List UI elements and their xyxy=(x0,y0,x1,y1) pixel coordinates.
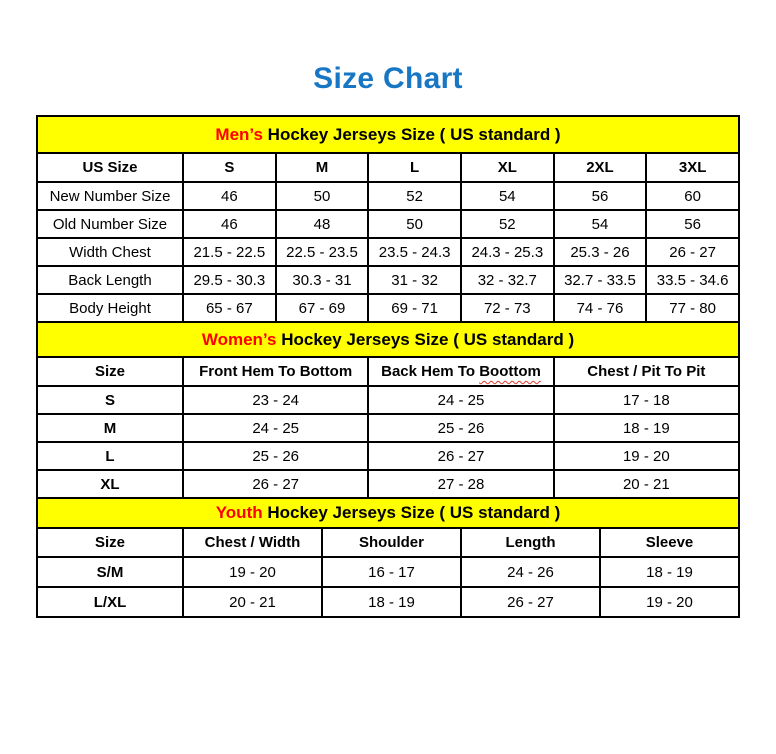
value-cell: 17 - 18 xyxy=(554,386,739,414)
womens-title-highlight: Women’s xyxy=(201,329,277,349)
value-cell: 26 - 27 xyxy=(183,470,368,498)
column-header-us-size: US Size xyxy=(37,153,183,182)
size-chart-container xyxy=(36,115,740,618)
column-header-xl: XL xyxy=(461,153,554,182)
value-cell: 16 - 17 xyxy=(322,557,461,587)
row-label: L xyxy=(37,442,183,470)
value-cell: 52 xyxy=(461,210,554,238)
back-hem-misspelled-word: Boottom xyxy=(479,363,541,380)
value-cell: 25.3 - 26 xyxy=(554,238,647,266)
womens-size-table xyxy=(36,321,740,499)
table-row xyxy=(37,238,739,266)
value-cell: 46 xyxy=(183,210,276,238)
column-header-chest-width: Chest / Width xyxy=(183,528,322,557)
column-header-sleeve: Sleeve xyxy=(600,528,739,557)
value-cell: 19 - 20 xyxy=(183,557,322,587)
value-cell: 54 xyxy=(554,210,647,238)
mens-section-title xyxy=(37,116,739,153)
row-label: S xyxy=(37,386,183,414)
back-hem-prefix: Back Hem To xyxy=(381,363,480,380)
value-cell: 19 - 20 xyxy=(600,587,739,617)
row-label: L/XL xyxy=(37,587,183,617)
value-cell: 20 - 21 xyxy=(183,587,322,617)
value-cell: 46 xyxy=(183,182,276,210)
value-cell: 24 - 25 xyxy=(368,386,553,414)
value-cell: 19 - 20 xyxy=(554,442,739,470)
value-cell: 50 xyxy=(368,210,461,238)
youth-size-table xyxy=(36,497,740,618)
row-label: Body Height xyxy=(37,294,183,322)
value-cell: 33.5 - 34.6 xyxy=(646,266,739,294)
womens-title-rest: Hockey Jerseys Size ( US standard ) xyxy=(276,329,575,349)
value-cell: 67 - 69 xyxy=(276,294,369,322)
table-row xyxy=(37,557,739,587)
value-cell: 56 xyxy=(554,182,647,210)
column-header-chest-pit: Chest / Pit To Pit xyxy=(554,357,739,386)
value-cell: 50 xyxy=(276,182,369,210)
row-label: Old Number Size xyxy=(37,210,183,238)
mens-section-band xyxy=(37,116,739,153)
value-cell: 20 - 21 xyxy=(554,470,739,498)
womens-header-row xyxy=(37,357,739,386)
row-label: Width Chest xyxy=(37,238,183,266)
mens-title-rest: Hockey Jerseys Size ( US standard ) xyxy=(262,124,561,144)
value-cell: 48 xyxy=(276,210,369,238)
page-title: Size Chart xyxy=(313,62,463,95)
youth-title-rest: Hockey Jerseys Size ( US standard ) xyxy=(262,503,561,522)
value-cell: 26 - 27 xyxy=(646,238,739,266)
row-label: New Number Size xyxy=(37,182,183,210)
value-cell: 25 - 26 xyxy=(183,442,368,470)
column-header-m: M xyxy=(276,153,369,182)
value-cell: 74 - 76 xyxy=(554,294,647,322)
value-cell: 29.5 - 30.3 xyxy=(183,266,276,294)
value-cell: 60 xyxy=(646,182,739,210)
value-cell: 69 - 71 xyxy=(368,294,461,322)
value-cell: 54 xyxy=(461,182,554,210)
youth-section-band xyxy=(37,498,739,528)
table-row xyxy=(37,414,739,442)
value-cell: 24 - 26 xyxy=(461,557,600,587)
column-header-length: Length xyxy=(461,528,600,557)
column-header-shoulder: Shoulder xyxy=(322,528,461,557)
row-label: Back Length xyxy=(37,266,183,294)
value-cell: 18 - 19 xyxy=(322,587,461,617)
value-cell: 77 - 80 xyxy=(646,294,739,322)
value-cell: 18 - 19 xyxy=(554,414,739,442)
value-cell: 21.5 - 22.5 xyxy=(183,238,276,266)
value-cell: 30.3 - 31 xyxy=(276,266,369,294)
column-header-front-hem: Front Hem To Bottom xyxy=(183,357,368,386)
value-cell: 65 - 67 xyxy=(183,294,276,322)
table-row xyxy=(37,294,739,322)
youth-title-highlight: Youth xyxy=(215,503,263,522)
mens-title-highlight: Men’s xyxy=(215,124,263,144)
row-label: S/M xyxy=(37,557,183,587)
value-cell: 24.3 - 25.3 xyxy=(461,238,554,266)
column-header-size: Size xyxy=(37,528,183,557)
table-row xyxy=(37,266,739,294)
value-cell: 32 - 32.7 xyxy=(461,266,554,294)
value-cell: 26 - 27 xyxy=(368,442,553,470)
value-cell: 52 xyxy=(368,182,461,210)
value-cell: 56 xyxy=(646,210,739,238)
womens-section-band xyxy=(37,322,739,357)
value-cell: 24 - 25 xyxy=(183,414,368,442)
value-cell: 18 - 19 xyxy=(600,557,739,587)
column-header-l: L xyxy=(368,153,461,182)
table-row xyxy=(37,442,739,470)
table-row xyxy=(37,587,739,617)
value-cell: 26 - 27 xyxy=(461,587,600,617)
row-label: XL xyxy=(37,470,183,498)
column-header-3xl: 3XL xyxy=(646,153,739,182)
value-cell: 22.5 - 23.5 xyxy=(276,238,369,266)
row-label: M xyxy=(37,414,183,442)
youth-header-row xyxy=(37,528,739,557)
womens-section-title xyxy=(37,322,739,357)
mens-header-row xyxy=(37,153,739,182)
table-row xyxy=(37,210,739,238)
value-cell: 31 - 32 xyxy=(368,266,461,294)
mens-size-table xyxy=(36,115,740,323)
value-cell: 25 - 26 xyxy=(368,414,553,442)
table-row xyxy=(37,470,739,498)
table-row xyxy=(37,182,739,210)
value-cell: 32.7 - 33.5 xyxy=(554,266,647,294)
table-row xyxy=(37,386,739,414)
value-cell: 72 - 73 xyxy=(461,294,554,322)
value-cell: 23 - 24 xyxy=(183,386,368,414)
value-cell: 23.5 - 24.3 xyxy=(368,238,461,266)
youth-section-title xyxy=(37,498,739,528)
column-header-size: Size xyxy=(37,357,183,386)
column-header-2xl: 2XL xyxy=(554,153,647,182)
column-header-s: S xyxy=(183,153,276,182)
value-cell: 27 - 28 xyxy=(368,470,553,498)
column-header-back-hem xyxy=(368,357,553,386)
